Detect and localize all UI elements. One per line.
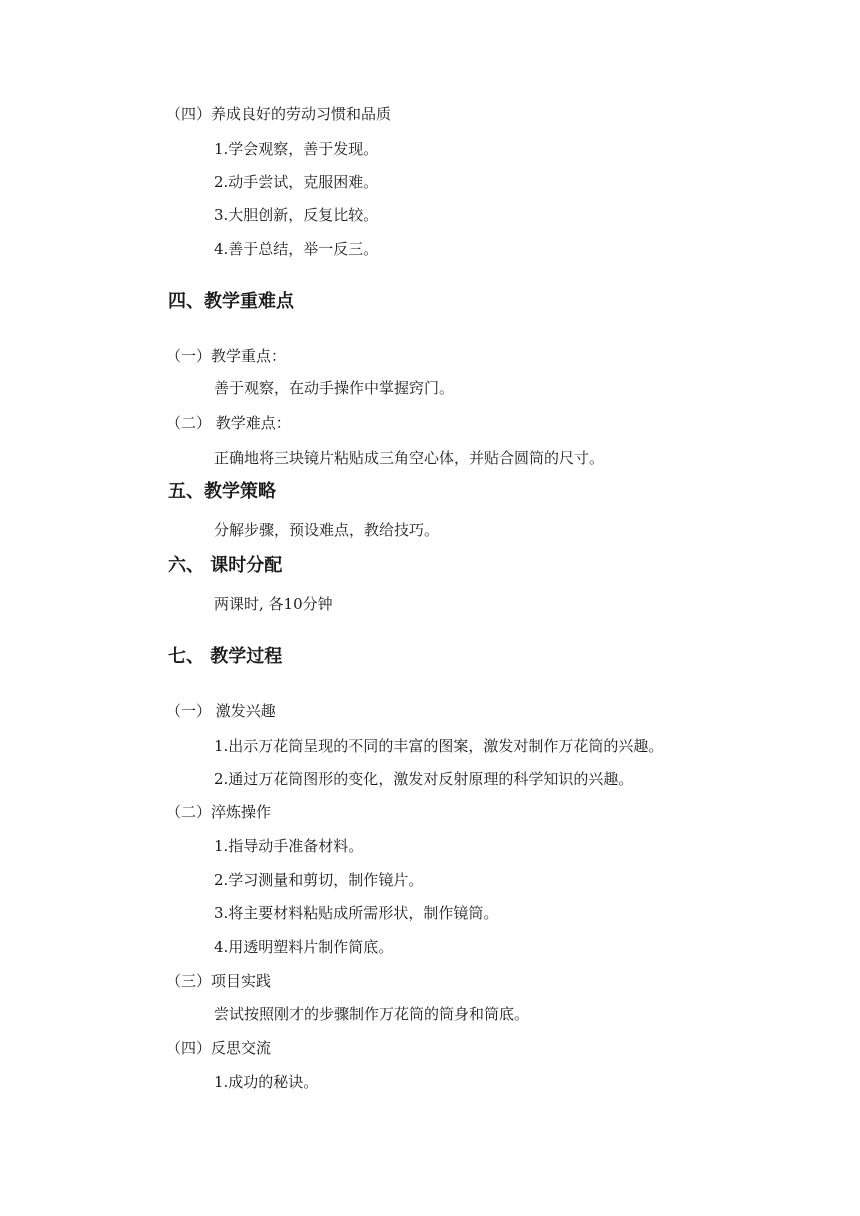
list-item: 1.成功的秘诀。 [214, 1073, 319, 1091]
list-item: 1.出示万花筒呈现的不同的丰富的图案，激发对制作万花筒的兴趣。 [214, 737, 664, 755]
subsection-heading: （四）养成良好的劳动习惯和品质 [166, 105, 392, 123]
list-item: 3.大胆创新，反复比较。 [214, 206, 379, 224]
paragraph: 分解步骤，预设难点，教给技巧。 [214, 521, 440, 539]
subsection-heading: （一） 激发兴趣 [166, 702, 276, 720]
list-item: 4.用透明塑料片制作简底。 [214, 938, 394, 956]
subsection-heading: （二） 教学难点： [166, 414, 291, 432]
section-heading: 四、教学重难点 [168, 291, 294, 312]
list-item: 3.将主要材料粘贴成所需形状，制作镜筒。 [214, 904, 499, 922]
subsection-heading: （三）项目实践 [166, 972, 272, 990]
subsection-heading: （四）反思交流 [166, 1039, 272, 1057]
section-heading: 六、 课时分配 [168, 555, 283, 576]
list-item: 1.指导动手准备材料。 [214, 837, 364, 855]
subsection-heading: （一）教学重点： [166, 347, 287, 365]
list-item: 2.学习测量和剪切，制作镜片。 [214, 871, 424, 889]
list-item: 4.善于总结，举一反三。 [214, 240, 379, 258]
list-item: 2.通过万花筒图形的变化，激发对反射原理的科学知识的兴趣。 [214, 770, 634, 788]
paragraph: 两课时, 各10分钟 [214, 595, 333, 613]
list-item: 2.动手尝试，克服困难。 [214, 173, 379, 191]
list-item: 1.学会观察，善于发现。 [214, 140, 379, 158]
paragraph: 正确地将三块镜片粘贴成三角空心体，并贴合圆筒的尺寸。 [214, 449, 605, 467]
paragraph: 善于观察，在动手操作中掌握窍门。 [214, 379, 455, 397]
section-heading: 五、教学策略 [168, 481, 276, 502]
section-heading: 七、 教学过程 [168, 646, 283, 667]
subsection-heading: （二）淬炼操作 [166, 803, 272, 821]
paragraph: 尝试按照刚才的步骤制作万花筒的筒身和筒底。 [214, 1005, 530, 1023]
